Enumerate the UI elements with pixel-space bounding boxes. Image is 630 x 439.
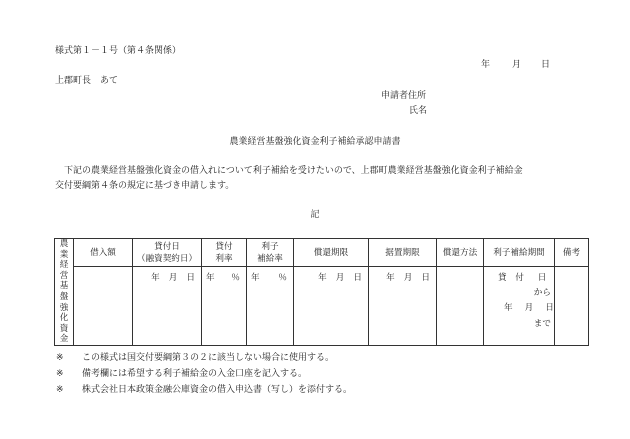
- addressee: 上郡町長 あて: [55, 76, 119, 86]
- header-repay-method: 償還方法: [437, 239, 484, 267]
- header-subsidy-rate: 利子 補給率: [247, 239, 294, 267]
- cell-grace-period[interactable]: 年 月 日: [369, 267, 437, 346]
- cell-subsidy-period[interactable]: 貸 付 日 から 年 月 日 まで: [484, 267, 555, 346]
- cell-repay-period[interactable]: 年 月 日: [294, 267, 369, 346]
- vertical-title: 農 業 経 営 基 盤 強 化 資 金: [55, 239, 74, 346]
- applicant-name-label: 氏名: [409, 106, 428, 116]
- header-remarks: 備考: [555, 239, 589, 267]
- body-line-1: 下記の農業経営基盤強化資金の借入れについて利子補給を受けたいので、上郡町農業経営基盤強化資金利子補給金: [64, 166, 523, 176]
- cell-repay-method[interactable]: [437, 267, 484, 346]
- header-subsidy-period: 利子補給期間: [484, 239, 555, 267]
- date-month: 月: [512, 60, 522, 70]
- cell-loan-rate[interactable]: 年 ％: [202, 267, 247, 346]
- body-line-2: 交付要綱第４条の規定に基づき申請します。: [55, 181, 235, 191]
- form-number: 様式第１－１号（第４条関係）: [55, 46, 182, 56]
- cell-remarks[interactable]: [555, 267, 589, 346]
- header-loan-date: 貸付日 （融資契約日）: [133, 239, 202, 267]
- date-year: 年: [481, 60, 491, 70]
- document-title: 農業経営基盤強化資金利子補給承認申請書: [229, 137, 401, 147]
- applicant-address-label: 申請者住所: [381, 91, 427, 101]
- note-3: ※ 株式会社日本政策金融公庫資金の借入申込書（写し）を添付する。: [56, 385, 353, 395]
- note-1: ※ この様式は国交付要綱第３の２に該当しない場合に使用する。: [56, 353, 335, 363]
- cell-loan-date[interactable]: 年 月 日: [133, 267, 202, 346]
- cell-loan-amount[interactable]: [74, 267, 133, 346]
- application-table: [54, 238, 589, 346]
- cell-subsidy-rate[interactable]: 年 ％: [247, 267, 294, 346]
- header-repay-period: 償還期限: [294, 239, 369, 267]
- note-2: ※ 備考欄には希望する利子補給金の入金口座を記入する。: [56, 369, 308, 379]
- header-loan-amount: 借入額: [74, 239, 133, 267]
- header-grace-period: 据置期限: [369, 239, 437, 267]
- ki-label: 記: [310, 210, 320, 220]
- header-loan-rate: 貸付 利率: [202, 239, 247, 267]
- date-day: 日: [541, 60, 551, 70]
